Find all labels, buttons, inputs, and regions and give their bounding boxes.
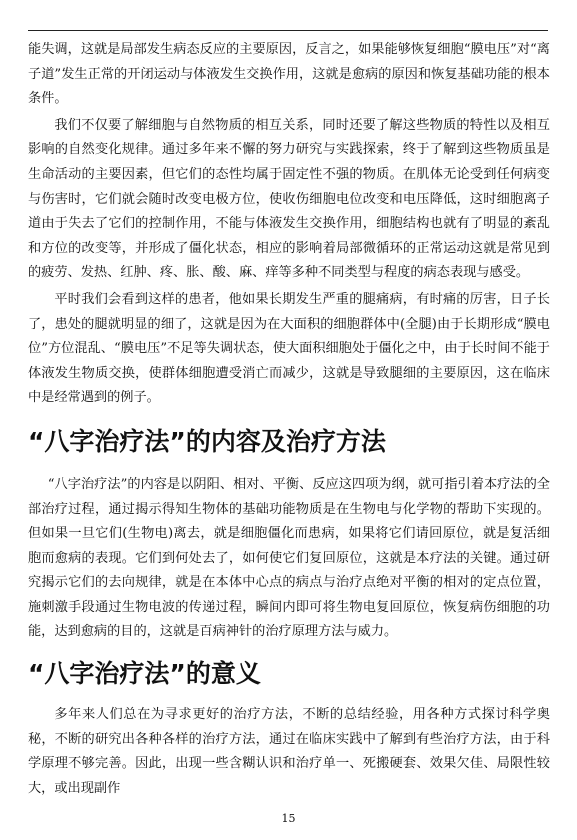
section-heading-significance: “八字治疗法”的意义 xyxy=(28,659,261,689)
page-number: 15 xyxy=(281,812,296,825)
page-body xyxy=(28,38,550,801)
paragraph-patient-example: 平时我们会看到这样的患者，他如果长期发生严重的腿痛病，有时痛的厉害，日子长了，患处的腿就明显的细了，这就是因为在大面积的细胞群体中(全腿)由于长期形成“膜电位”方位混乱、“膜电压”不足等失调状态，使大面积细胞处于僵化之中，由于长时间不能于体液发生物质交换，使群体细胞遭受消亡而减少，这就是导致腿细的主要原因，这在临床中是经常遇到的例子。 xyxy=(28,291,550,406)
paragraph-continuation: 能失调，这就是局部发生病态反应的主要原因，反言之，如果能够恢复细胞“膜电压”对“离子道”发生正常的开闭运动与体液发生交换作用，这就是愈病的原因和恢复基础功能的根本条件。 xyxy=(28,42,550,107)
section-heading-content-method: “八字治疗法”的内容及治疗方法 xyxy=(28,426,386,456)
header-rule xyxy=(28,30,548,31)
paragraph-significance: 多年来人们总在为寻求更好的治疗方法，不断的总结经验，用各种方式探讨科学奥秘，不断的研究出各种各样的治疗方法，通过在临床实践中了解到有些治疗方法，由于科学原理不够完善。因此，出现一些含糊认识和治疗单一、死搬硬套、效果欠佳、局限性较大，或出现副作 xyxy=(28,707,550,796)
paragraph-cell-properties: 我们不仅要了解细胞与自然物质的相互关系，同时还要了解这些物质的特性以及相互影响的自然变化规律。通过多年来不懈的努力研究与实践探索，终于了解到这些物质虽是生命活动的主要因素，但它们的态性均属于固定性不强的物质。在肌体无论受到任何病变与伤害时，它们就会随时改变电极方位，使收伤细胞电位改变和电压降低，这时细胞离子道由于失去了它们的控制作用，不能与体液发生交换作用，细胞结构也就有了明显的紊乱和方位的改变等，并形成了僵化状态，相应的影响着局部微循环的正常运动这就是常见到的疲劳、发热、红肿、疼、胀、酸、麻、痒等多种不同类型与程度的病态表现与感受。 xyxy=(28,117,550,281)
paragraph-method-content: “八字治疗法”的内容是以阴阳、相对、平衡、反应这四项为纲，就可指引着本疗法的全部治疗过程，通过揭示得知生物体的基础功能物质是在生物电与化学物的帮助下实现的。但如果一旦它们(生物电)离去，就是细胞僵化而患病，如果将它们请回原位，就是复活细胞而愈病的表现。它们到何处去了，如何使它们复回原位，这就是本疗法的关键。通过研究揭示它们的去向规律，就是在本体中心点的病点与治疗点绝对平衡的相对的定点位置，施刺激手段通过生物电波的传递过程，瞬间内即可将生物电复回原位，恢复病伤细胞的功能，达到愈病的目的，这就是百病神针的治疗原理方法与威力。 xyxy=(28,476,550,640)
